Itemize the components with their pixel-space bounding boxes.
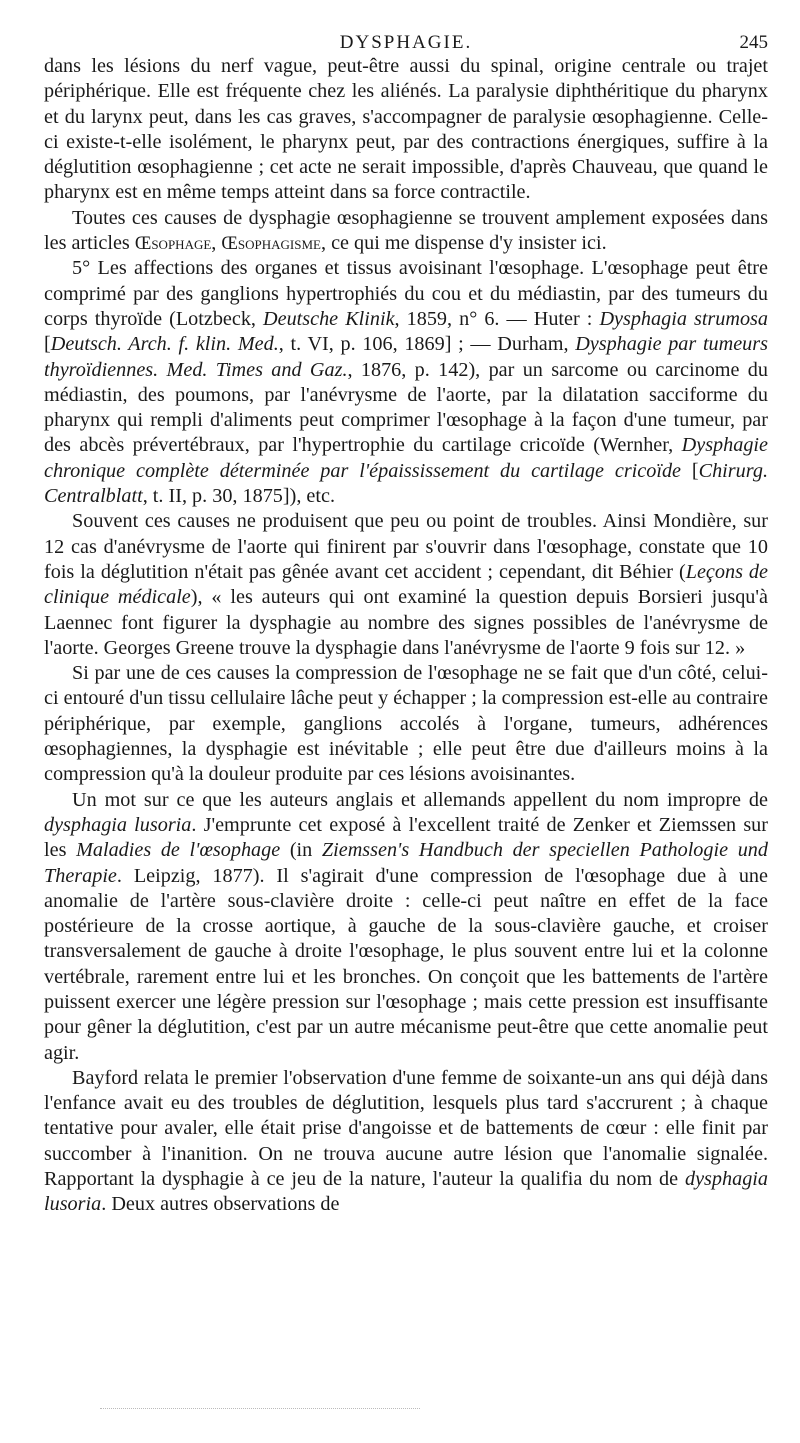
paragraph (44, 788, 768, 1066)
text-run: Si par une de ces causes la compression de l'œsophage ne se fait que d'un côté, celui-ci entouré d'un tissu cellulaire lâche peut y échapper ; la compression est-elle au contraire périphérique, par exemple, ganglions accolés à l'organe, tumeurs, adhérences œsophagiennes, la dysphagie est inévitable ; elle peut être due d'ailleurs moins à la compression qu'à la douleur produite par ces lésions avoisinantes. (44, 662, 768, 786)
text-run: 5° Les affections des organes et tissus avoisinant l'œsophage. L'œsophage peut être comprimé par des ganglions hypertrophiés du cou et du médiastin, par des tumeurs du corps thyroïde (Lotzbeck, (44, 257, 768, 330)
text-run: . J'emprunte cet exposé à l'excellent traité de Zenker et Ziemssen sur les (44, 813, 768, 862)
text-run: , 1876, p. 142), par un sarcome ou carcinome du médiastin, des poumons, par l'anévrysme de l'aorte, par la dilatation sacciforme du pharynx qui rempli d'aliments peut comprimer l'œsophage à la façon d'une tumeur, par des abcès prévertébraux, par l'hypertrophie du cartilage cricoïde (Wernher, (44, 358, 768, 457)
paragraph (44, 54, 768, 206)
text-run: , t. VI, p. 106, 1869] ; — Durham, (278, 333, 576, 356)
text-run: dans les lésions du nerf vague, peut-être aussi du spinal, origine centrale ou trajet périphérique. Elle est fréquente chez les aliénés. La paralysie diphthéritique du pharynx et du larynx peut, dans les cas graves, s'accompagner de paralysie œsophagienne. Celle-ci existe-t-elle isolément, le pharynx peut, par des contractions énergiques, suffire à la déglutition œsophagienne ; cet acte ne serait impossible, d'après Chauveau, que quand le pharynx est en même temps atteint dans sa force contractile. (44, 55, 768, 204)
text-run: . Deux autres observations de (101, 1193, 340, 1216)
small-caps-text: Œsophage (134, 233, 212, 255)
text-run: , ce qui me dispense d'y insister ici. (320, 232, 607, 255)
page-number: 245 (739, 32, 768, 53)
text-run: , 1859, n° 6. — Huter : (394, 307, 600, 330)
italic-text: Maladies de l'œsophage (76, 839, 281, 862)
text-run: [ (681, 459, 699, 482)
small-caps-text: Œsophagisme (221, 233, 321, 255)
text-run: , t. II, p. 30, 1875]), etc. (142, 485, 335, 508)
running-title: DYSPHAGIE. (339, 32, 473, 53)
paragraph (44, 206, 768, 257)
text-run: Bayford relata le premier l'observation d'une femme de soixante-un ans qui déjà dans l'enfance avait eu des troubles de déglutition, lesquels plus tard s'accrurent ; à chaque tentative pour avaler, elle était prise d'angoisse et de battements de cœur : elle finit par succomber à l'inanition. On ne trouva aucune autre lésion que l'anomalie signalée. Rapportant la dysphagie à ce jeu de la nature, l'auteur la qualifia du nom de (44, 1066, 768, 1191)
italic-text: Chirurg. Centralblatt (44, 459, 768, 508)
italic-text: dysphagia lusoria (44, 1168, 768, 1216)
paragraph (44, 661, 768, 787)
italic-text: Ziemssen's Handbuch der speciellen Pathologie und Therapie (44, 839, 768, 887)
italic-text: Dysphagia strumosa (599, 307, 768, 330)
italic-text: dysphagia lusoria (44, 813, 192, 836)
italic-text: Deutsche Klinik (263, 307, 395, 330)
text-run: [ (44, 333, 51, 356)
running-head (44, 20, 768, 54)
italic-text: Dysphagie chronique complète déterminée par l'épaississement du cartilage cricoïde (44, 434, 768, 482)
text-run: Toutes ces causes de dysphagie œsophagienne se trouvent amplement exposées dans les articles (44, 206, 768, 255)
text-run: Souvent ces causes ne produisent que peu ou point de troubles. Ainsi Mondière, sur 12 cas d'anévrysme de l'aorte qui finirent par s'ouvrir dans l'œsophage, constate que 10 fois la déglutition n'était pas gênée avant cet accident ; cependant, dit Béhier ( (44, 510, 768, 583)
paragraph (44, 256, 768, 509)
text-run: , (211, 232, 222, 255)
text-run: ), « les auteurs qui ont examiné la question depuis Borsieri jusqu'à Laennec font figurer la dysphagie au nombre des signes possibles de l'anévrysme de l'aorte. Georges Greene trouve la dysphagie dans l'anévrysme de l'aorte 9 fois sur 12. » (44, 586, 768, 659)
text-run: (in (280, 839, 322, 862)
footer-rule (100, 1408, 420, 1409)
italic-text: Leçons de clinique médicale (44, 560, 768, 609)
document-page (44, 20, 768, 1218)
paragraph (44, 1066, 768, 1218)
text-run: . Leipzig, 1877). Il s'agirait d'une compression de l'œsophage due à une anomalie de l'artère sous-clavière droite : celle-ci peut naître en effet de la face postérieure de la crosse aortique, à gauche de la sous-clavière gauche, et croiser transversalement de gauche à droite l'œsophage, le plus souvent entre lui et la colonne vertébrale, rarement entre lui et les bronches. On conçoit que les battements de l'artère puissent exercer une légère pression sur l'œsophage ; mais cette pression est insuffisante pour gêner la déglutition, c'est par un autre mécanisme peut-être que cette anomalie peut agir. (44, 864, 768, 1064)
body-text (44, 54, 768, 1218)
italic-text: Deutsch. Arch. f. klin. Med. (50, 333, 279, 356)
text-run: Un mot sur ce que les auteurs anglais et allemands appellent du nom impropre de (72, 788, 768, 811)
paragraph (44, 509, 768, 661)
italic-text: Dysphagie par tumeurs thyroïdiennes. Med. Times and Gaz. (44, 333, 768, 381)
